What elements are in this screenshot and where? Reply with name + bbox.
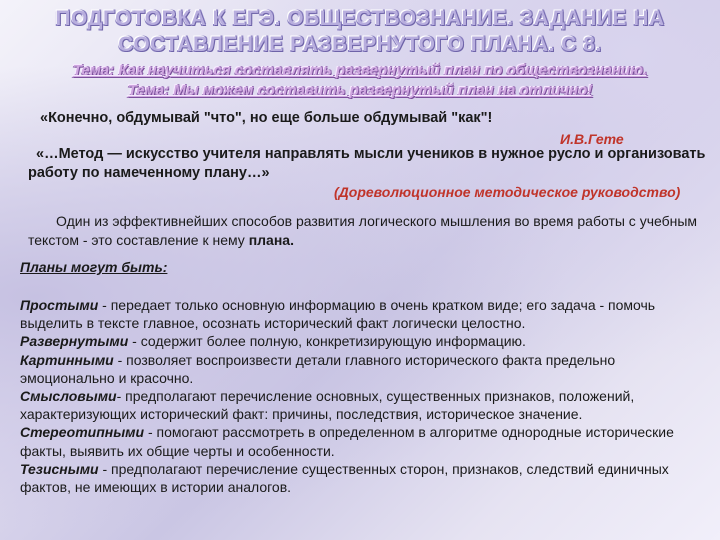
plan-description: - помогают рассмотреть в определенном в алгоритме однородные исторические факты, выявить их общие черты и особенности. — [20, 424, 674, 459]
topic-line-1: Тема: Как научиться составлять развернутый план по обществознанию. — [72, 62, 648, 79]
plan-description: - передает только основную информацию в очень кратком виде; его задача - помочь выделить в тексте главное, осознать исторический факт логически целостно. — [20, 297, 656, 332]
plan-description: - предполагают перечисление существенных сторон, признаков, следствий единичных фактов, не имеющих в истории аналогов. — [20, 460, 669, 496]
plan-type-thesis — [20, 460, 710, 496]
goethe-author: И.В.Гете — [560, 131, 624, 147]
topic-line-2: Тема: Мы можем составить развернутый план на отлично! — [127, 82, 593, 99]
intro-text: Один из эффективнейших способов развития логического мышления во время работы с учебным текстом - это составление к нему — [28, 213, 698, 248]
plan-type-pictorial — [20, 351, 710, 387]
plan-term: Простыми — [20, 297, 99, 313]
plan-type-simple — [20, 296, 710, 332]
method-quote-text: «…Метод — искусство учителя направлять мысли учеников в нужное русло и организовать работу по намеченному плану…» — [28, 146, 706, 181]
plan-term: Тезисными — [20, 460, 99, 477]
plan-types-list — [20, 296, 710, 496]
method-quote-source: (Дореволюционное методическое руководство) — [334, 184, 681, 200]
plan-term: Развернутыми — [20, 333, 129, 350]
plan-type-semantic — [20, 387, 710, 423]
plan-term: Картинными — [20, 351, 114, 368]
intro-bold-word: плана. — [248, 232, 294, 248]
plans-heading: Планы могут быть: — [20, 259, 168, 275]
plan-term: Стереотипными — [20, 424, 145, 441]
plan-description: - содержит более полную, конкретизирующую информацию. — [128, 333, 526, 350]
plan-description: - позволяет воспроизвести детали главного исторического факта предельно эмоционально и красочно. — [20, 351, 616, 386]
method-quote — [28, 145, 708, 183]
goethe-quote: «Конечно, обдумывай "что", но еще больше обдумывай "как"! — [40, 110, 493, 126]
plan-type-expanded — [20, 332, 710, 350]
plan-description: - предполагают перечисление основных, существенных признаков, положений, характеризующих исторический факт: причины, последствия, историческое значение. — [20, 388, 635, 423]
intro-paragraph — [28, 212, 718, 250]
slide-title: ПОДГОТОВКА К ЕГЭ. ОБЩЕСТВОЗНАНИЕ. ЗАДАНИЕ НА СОСТАВЛЕНИЕ РАЗВЕРНУТОГО ПЛАНА. С 8. — [55, 7, 665, 56]
plan-term: Смысловыми — [20, 388, 117, 405]
plan-type-stereotypical — [20, 423, 710, 459]
